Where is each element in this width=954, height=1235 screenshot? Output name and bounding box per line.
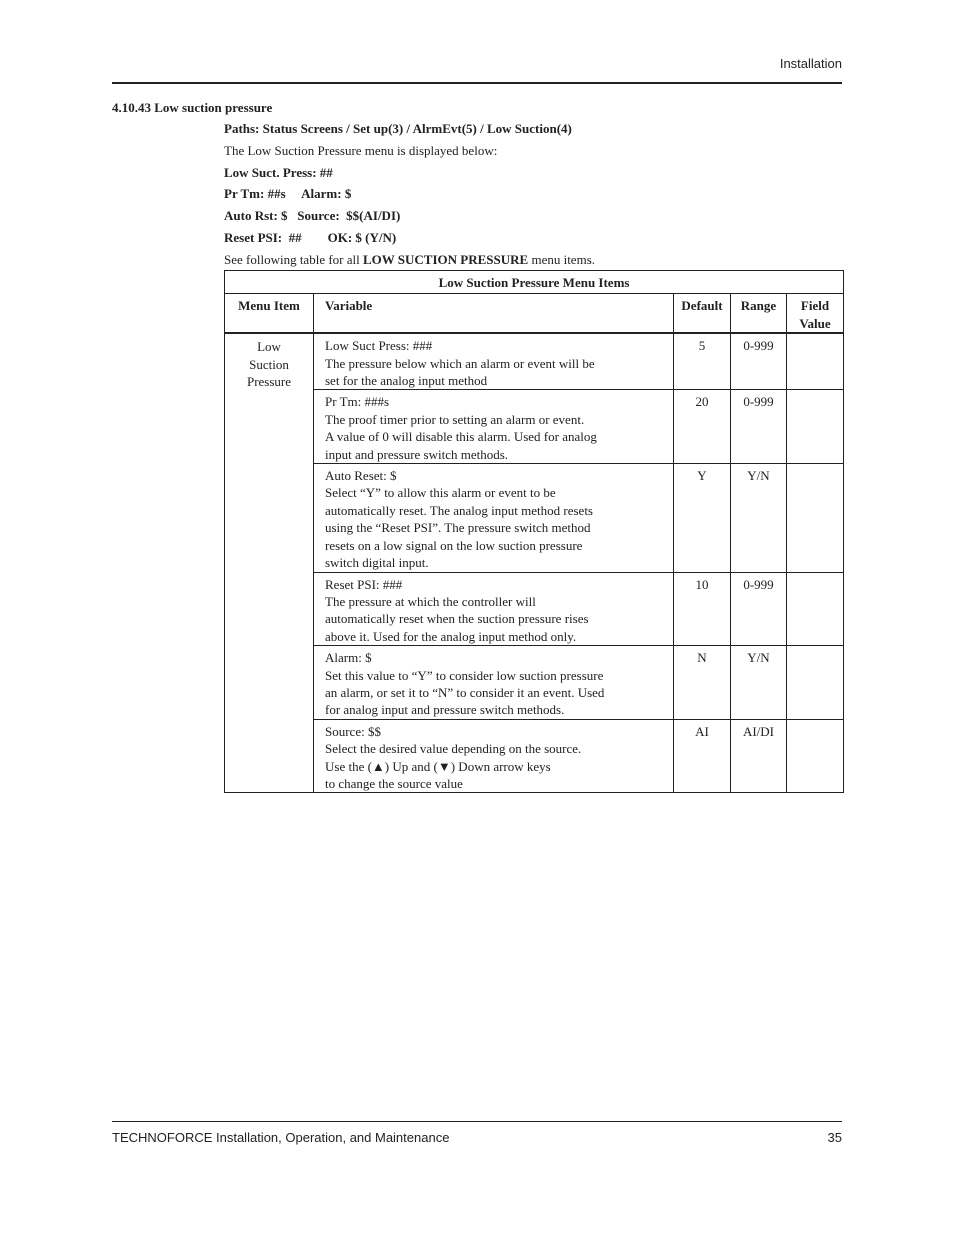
- field-value-cell: [787, 333, 844, 390]
- range-cell: AI/DI: [731, 719, 787, 793]
- variable-line: an alarm, or set it to “N” to consider it an event. Used: [325, 684, 605, 700]
- field-value-cell: [787, 464, 844, 572]
- range-cell: 0-999: [731, 390, 787, 464]
- screen-line: Auto Rst: $ Source: $$(AI/DI): [224, 208, 401, 224]
- variable-line: Source: $$: [325, 723, 381, 739]
- screen-line: Low Suct. Press: ##: [224, 164, 333, 180]
- table-header-row: [225, 294, 844, 333]
- table-row: [225, 464, 844, 572]
- table-row: [225, 390, 844, 464]
- paths-line: Paths: Status Screens / Set up(3) / AlrmEvt(5) / Low Suction(4): [224, 121, 572, 136]
- variable-cell: [314, 464, 674, 572]
- header-menu-item: Menu Item: [225, 294, 314, 333]
- see-table-suffix: menu items.: [528, 251, 595, 267]
- variable-cell: [314, 646, 674, 720]
- variable-cell: [314, 333, 674, 390]
- field-value-cell: [787, 572, 844, 646]
- variable-line: Pr Tm: ###s: [325, 394, 390, 410]
- footer-title: TECHNOFORCE Installation, Operation, and Maintenance: [112, 1130, 450, 1145]
- running-header: Installation: [779, 56, 842, 71]
- field-value-cell: [787, 719, 844, 793]
- variable-cell: [314, 719, 674, 793]
- section-heading: 4.10.43 Low suction pressure: [112, 100, 273, 115]
- screen-line: Pr Tm: ##s Alarm: $: [224, 186, 352, 202]
- default-cell: 20: [674, 390, 731, 464]
- variable-line: switch digital input.: [325, 555, 429, 571]
- range-cell: 0-999: [731, 572, 787, 646]
- header-field-value-1: Field: [800, 298, 830, 314]
- variable-line: to change the source value: [325, 775, 463, 791]
- table-title-row: [225, 271, 844, 294]
- menu-item-line: Low: [257, 339, 281, 355]
- header-range: Range: [731, 294, 787, 333]
- header-field-value-2: Value: [799, 315, 831, 331]
- variable-cell: [314, 572, 674, 646]
- intro-block: [224, 121, 844, 274]
- variable-line: above it. Used for the analog input method only.: [325, 628, 577, 644]
- default-cell: 5: [674, 333, 731, 390]
- menu-item-line: Pressure: [246, 374, 292, 390]
- variable-line: resets on a low signal on the low suction pressure: [325, 537, 583, 553]
- menu-item-cell: [225, 333, 314, 793]
- table-row: [225, 333, 844, 390]
- field-value-cell: [787, 646, 844, 720]
- variable-line: automatically reset when the suction pressure rises: [325, 611, 589, 627]
- menu-items-table: [224, 270, 844, 793]
- page-number: 35: [827, 1130, 842, 1145]
- variable-line: Select the desired value depending on the source.: [325, 741, 582, 757]
- header-default: Default: [674, 294, 731, 333]
- table-row: [225, 572, 844, 646]
- variable-line: Use the (▲) Up and (▼) Down arrow keys: [325, 758, 551, 774]
- variable-line: The pressure below which an alarm or event will be: [325, 355, 595, 371]
- range-cell: Y/N: [731, 464, 787, 572]
- range-cell: Y/N: [731, 646, 787, 720]
- table-row: [225, 719, 844, 793]
- intro-text: The Low Suction Pressure menu is displayed below:: [224, 142, 498, 158]
- range-cell: 0-999: [731, 333, 787, 390]
- field-value-cell: [787, 390, 844, 464]
- variable-line: input and pressure switch methods.: [325, 446, 509, 462]
- variable-line: for analog input and pressure switch methods.: [325, 702, 565, 718]
- default-cell: Y: [674, 464, 731, 572]
- see-table-prefix: See following table for all: [224, 251, 363, 267]
- menu-item-line: Suction: [249, 356, 289, 372]
- screen-line: Reset PSI: ## OK: $ (Y/N): [224, 229, 397, 245]
- header-field-value: [787, 294, 844, 333]
- variable-line: Low Suct Press: ###: [325, 338, 433, 354]
- variable-line: Alarm: $: [325, 650, 372, 666]
- variable-line: Set this value to “Y” to consider low suction pressure: [325, 667, 604, 683]
- header-variable: Variable: [314, 294, 674, 333]
- variable-line: The pressure at which the controller will: [325, 593, 536, 609]
- default-cell: N: [674, 646, 731, 720]
- table-row: [225, 646, 844, 720]
- default-cell: AI: [674, 719, 731, 793]
- default-cell: 10: [674, 572, 731, 646]
- variable-line: Reset PSI: ###: [325, 576, 403, 592]
- see-table-bold: LOW SUCTION PRESSURE: [363, 251, 529, 267]
- table-title: Low Suction Pressure Menu Items: [225, 271, 844, 294]
- variable-line: set for the analog input method: [325, 373, 488, 389]
- footer-rule: [112, 1121, 842, 1122]
- variable-line: automatically reset. The analog input method resets: [325, 502, 593, 518]
- variable-line: Auto Reset: $: [325, 468, 397, 484]
- variable-line: using the “Reset PSI”. The pressure switch method: [325, 520, 591, 536]
- header-rule: [112, 82, 842, 84]
- variable-line: A value of 0 will disable this alarm. Used for analog: [325, 429, 597, 445]
- variable-line: The proof timer prior to setting an alarm or event.: [325, 411, 585, 427]
- variable-line: Select “Y” to allow this alarm or event to be: [325, 485, 556, 501]
- variable-cell: [314, 390, 674, 464]
